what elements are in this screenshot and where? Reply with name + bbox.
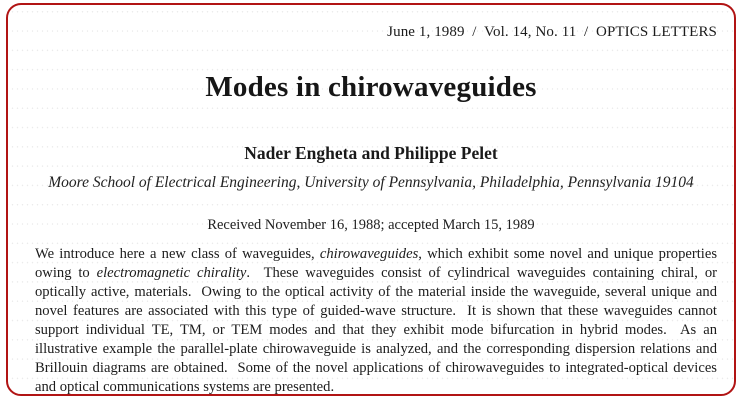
abstract-segment: , which exhibit some novel and unique properties owing to bbox=[35, 246, 721, 281]
abstract-segment-italic: electromagnetic chirality bbox=[96, 265, 247, 281]
received-accepted-line: Received November 16, 1988; accepted March 15, 1989 bbox=[207, 217, 535, 233]
abstract-segment-italic: chirowaveguides bbox=[319, 246, 419, 262]
abstract-segment: . These waveguides consist of cylindrical waveguides containing chiral, or optically active, materials. Owing to the optical activity of the material inside the waveguide, several unique and novel features are associated with this type of guided-wave structure. It is shown that these waveguides cannot support individual TE, TM, or TEM modes and that they exhibit mode bifurcation in hybrid modes. As an illustrative example the parallel-plate chirowaveguide is analyzed, and the corresponding dispersion relations and Brillouin diagrams are obtained. Some of the novel applications of chirowaveguides to integrated-optical devices and optical communications systems are presented. bbox=[35, 265, 721, 395]
journal-header: June 1, 1989 / Vol. 14, No. 11 / OPTICS LETTERS bbox=[387, 24, 717, 40]
article-title: Modes in chirowaveguides bbox=[205, 71, 537, 103]
author-line: Nader Engheta and Philippe Pelet bbox=[244, 143, 498, 163]
abstract-text bbox=[35, 245, 721, 397]
abstract-segment: We introduce here a new class of waveguides, bbox=[35, 246, 320, 262]
affiliation-line: Moore School of Electrical Engineering, University of Pennsylvania, Philadelphia, Pennsylvania 19104 bbox=[48, 174, 694, 191]
